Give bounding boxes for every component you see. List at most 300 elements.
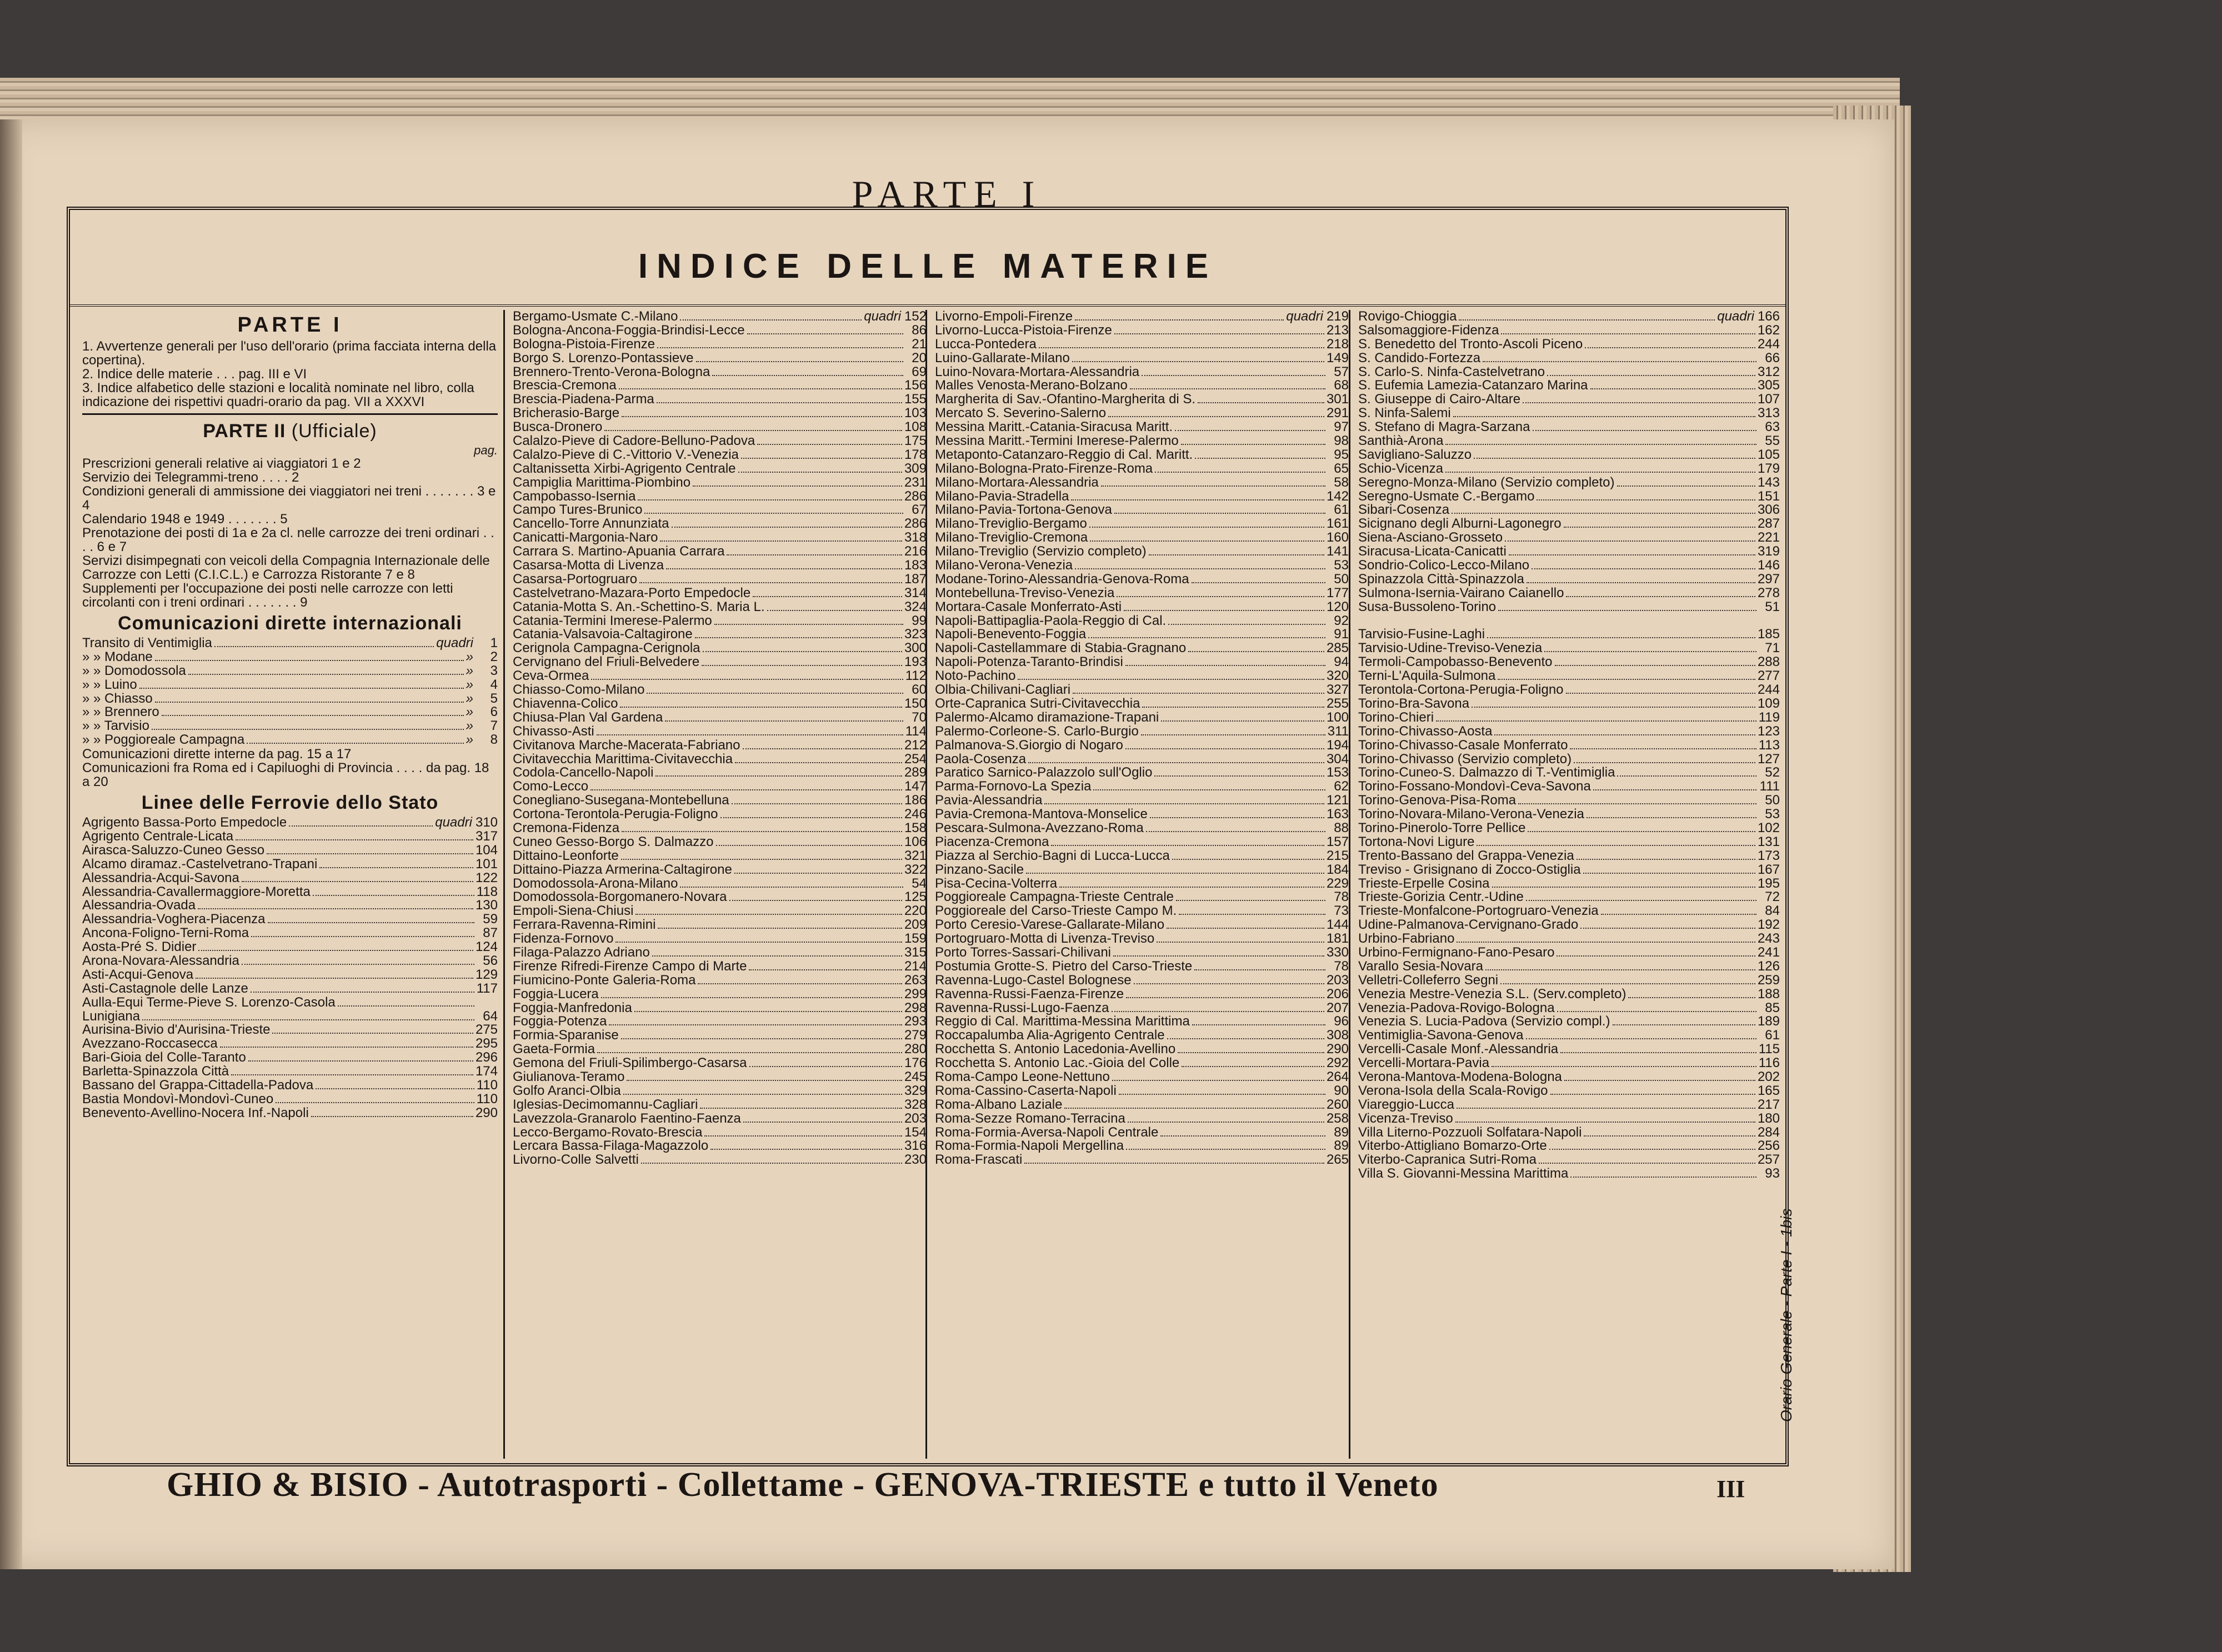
dot-leader — [741, 458, 902, 459]
dot-leader — [1155, 472, 1325, 473]
entry-name: Torino-Bra-Savona — [1358, 697, 1470, 711]
index-entry — [1358, 559, 1780, 573]
index-entry — [513, 434, 927, 448]
table-number: 154 — [904, 1125, 927, 1140]
index-entry — [935, 379, 1349, 393]
dot-leader — [1533, 430, 1756, 431]
index-entry — [1358, 393, 1780, 407]
table-number: 120 — [1326, 600, 1349, 614]
index-entry — [513, 531, 927, 545]
entry-name: Livorno-Lucca-Pistoia-Firenze — [935, 323, 1112, 338]
index-entry — [1358, 614, 1780, 628]
index-entry — [82, 733, 498, 747]
table-number: 317 — [475, 830, 498, 844]
table-number: 62 — [1334, 780, 1349, 794]
dot-leader — [1549, 1149, 1755, 1150]
dot-leader — [638, 499, 902, 500]
entry-name: Fidenza-Fornovo — [513, 932, 614, 946]
entry-name: Lunigiana — [82, 1009, 141, 1024]
entry-name: S. Giuseppe di Cairo-Altare — [1358, 393, 1521, 407]
dot-leader — [1071, 499, 1324, 500]
entry-name: Domodossola-Arona-Milano — [513, 877, 678, 891]
table-number: 300 — [904, 642, 927, 656]
index-entry — [513, 310, 927, 324]
index-entry — [82, 678, 498, 692]
table-number: 71 — [1765, 642, 1780, 656]
index-entry — [1358, 352, 1780, 366]
table-number: 50 — [1765, 794, 1780, 808]
table-number: 109 — [1757, 697, 1780, 711]
index-entry — [513, 600, 927, 614]
dot-leader — [700, 1108, 902, 1109]
dot-leader — [1472, 707, 1755, 708]
table-number: 306 — [1757, 503, 1780, 518]
dot-leader — [734, 873, 902, 874]
table-number: 167 — [1757, 863, 1780, 877]
index-entry — [1358, 835, 1780, 849]
entry-name: Modane-Torino-Alessandria-Genova-Roma — [935, 572, 1189, 587]
table-number: 58 — [1334, 475, 1349, 490]
table-number: 288 — [1757, 655, 1780, 670]
entry-name: Ravenna-Russi-Faenza-Firenze — [935, 987, 1124, 1002]
index-entry — [82, 650, 498, 664]
entry-name: Bassano del Grappa-Cittadella-Padova — [82, 1079, 314, 1093]
table-number: 217 — [1757, 1098, 1780, 1112]
dot-leader — [652, 955, 902, 957]
dot-leader — [1142, 375, 1325, 376]
dot-leader — [729, 900, 902, 901]
dot-leader — [621, 1038, 902, 1039]
table-number: 174 — [475, 1065, 498, 1079]
index-entry — [935, 366, 1349, 379]
table-number: 319 — [1757, 545, 1780, 559]
dot-leader — [1064, 1108, 1324, 1109]
index-entry — [935, 1002, 1349, 1015]
index-entry — [513, 974, 927, 988]
table-number: 163 — [1326, 808, 1349, 822]
entry-name: Bergamo-Usmate C.-Milano — [513, 310, 678, 324]
entry-name: Salsomaggiore-Fidenza — [1358, 323, 1499, 338]
entry-name: Castelvetrano-Mazara-Porto Empedocle — [513, 586, 751, 600]
index-entry — [513, 642, 927, 655]
entry-name: Roma-Campo Leone-Nettuno — [935, 1070, 1110, 1084]
entry-name: Gaeta-Formia — [513, 1043, 595, 1057]
table-number: 96 — [1334, 1015, 1349, 1029]
table-number: 131 — [1757, 835, 1780, 849]
dot-leader — [627, 1080, 902, 1081]
entry-name: Alessandria-Acqui-Savona — [82, 871, 239, 885]
dot-leader — [311, 1116, 473, 1117]
dot-leader — [1584, 1135, 1755, 1137]
index-entry — [82, 954, 498, 968]
index-title: INDICE DELLE MATERIE — [638, 247, 1218, 286]
index-entry — [935, 904, 1349, 918]
dot-leader — [1557, 1011, 1756, 1012]
table-number: 91 — [1334, 628, 1349, 642]
dot-leader — [242, 964, 474, 965]
table-number: 89 — [1334, 1139, 1349, 1154]
dot-leader — [590, 789, 902, 790]
table-number: 53 — [1334, 559, 1349, 573]
entry-name: Susa-Bussoleno-Torino — [1358, 600, 1497, 614]
entry-name: Sicignano degli Alburni-Lagonegro — [1358, 517, 1562, 532]
dot-leader — [1494, 734, 1755, 735]
title-rule — [70, 304, 1785, 307]
dot-leader — [1073, 693, 1324, 694]
table-number: 180 — [1757, 1112, 1780, 1126]
dot-leader — [1075, 319, 1284, 321]
index-entry — [935, 960, 1349, 974]
entry-name: Trieste-Erpelle Cosina — [1358, 877, 1490, 891]
index-entry — [513, 780, 927, 794]
table-number: 287 — [1757, 517, 1780, 532]
dot-leader — [702, 665, 902, 666]
dot-leader — [247, 743, 463, 744]
entry-name: Torino-Chivasso-Aosta — [1358, 724, 1493, 739]
entry-name: Lavezzola-Granarolo Faentino-Faenza — [513, 1112, 741, 1126]
index-entry — [1358, 462, 1780, 476]
index-entry — [513, 863, 927, 877]
entry-name: Parma-Fornovo-La Spezia — [935, 780, 1092, 794]
dot-leader — [1142, 707, 1324, 708]
index-entry — [1358, 960, 1780, 974]
dot-leader — [1601, 914, 1756, 915]
index-entry — [513, 573, 927, 587]
entry-name: Mortara-Casale Monferrato-Asti — [935, 600, 1122, 614]
table-number: 202 — [1757, 1070, 1780, 1084]
table-number: 259 — [1757, 973, 1780, 988]
dot-leader — [714, 624, 903, 625]
index-entry — [1358, 822, 1780, 835]
dot-leader — [1150, 817, 1324, 818]
dot-leader — [267, 853, 473, 854]
entry-name: Tarvisio-Udine-Treviso-Venezia — [1358, 642, 1543, 656]
index-entry — [1358, 974, 1780, 988]
dot-leader — [591, 679, 903, 680]
dot-leader — [1500, 983, 1755, 984]
index-entry — [513, 835, 927, 849]
index-entry — [1358, 1139, 1780, 1153]
index-entry — [82, 982, 498, 996]
table-number: 129 — [475, 968, 498, 982]
table-number: 117 — [476, 982, 498, 996]
table-number: 277 — [1757, 669, 1780, 684]
entry-name: Roma-Formia-Aversa-Napoli Centrale — [935, 1125, 1159, 1140]
entry-name: Ancona-Foligno-Terni-Roma — [82, 927, 249, 941]
dot-leader — [1566, 596, 1755, 597]
entry-name: Trieste-Monfalcone-Portogruaro-Venezia — [1358, 904, 1599, 919]
dot-leader — [1526, 1038, 1756, 1039]
table-number: 158 — [904, 821, 927, 835]
index-entry — [935, 407, 1349, 420]
table-number: 327 — [1326, 683, 1349, 697]
table-number: 1 — [490, 637, 498, 650]
dot-leader — [188, 674, 464, 675]
table-number: 20 — [912, 351, 927, 366]
entry-name: Roma-Sezze Romano-Terracina — [935, 1112, 1125, 1126]
entry-name: Calalzo-Pieve di Cadore-Belluno-Padova — [513, 434, 755, 448]
dot-leader — [1583, 873, 1755, 874]
index-entry — [513, 739, 927, 753]
index-entry — [935, 822, 1349, 835]
dot-leader — [1072, 361, 1324, 362]
table-number: 187 — [904, 572, 927, 587]
dot-leader — [1112, 1011, 1324, 1012]
index-paragraph: Comunicazioni dirette interne da pag. 15 a 17 — [82, 747, 352, 762]
dot-leader — [236, 839, 473, 840]
table-number: 284 — [1757, 1125, 1780, 1140]
dot-leader — [1477, 845, 1755, 846]
dot-leader — [1130, 388, 1325, 389]
table-number: 321 — [904, 849, 927, 863]
entry-name: Varallo Sesia-Novara — [1358, 959, 1483, 974]
dot-leader — [1498, 679, 1755, 680]
footer-advertisement: GHIO & BISIO - Autotrasporti - Collettame - GENOVA-TRIESTE e tutto il Veneto — [167, 1466, 1439, 1504]
index-entry — [513, 379, 927, 393]
index-entry — [1358, 338, 1780, 352]
table-number: 88 — [1334, 821, 1349, 835]
entry-name: Sibari-Cosenza — [1358, 503, 1450, 518]
index-entry — [1358, 642, 1780, 655]
table-number: 100 — [1326, 710, 1349, 725]
index-entry — [1358, 918, 1780, 932]
table-number: 68 — [1334, 379, 1349, 393]
table-number: 329 — [904, 1084, 927, 1098]
index-entry — [935, 1043, 1349, 1057]
column-2 — [503, 310, 927, 1459]
index-frame — [67, 207, 1789, 1466]
dot-leader — [1547, 375, 1755, 376]
index-entry — [513, 628, 927, 642]
dot-leader — [658, 928, 902, 929]
table-number: 73 — [1334, 904, 1349, 919]
entry-name: Catania-Motta S. An.-Schettino-S. Maria L. — [513, 600, 765, 614]
table-number: 98 — [1334, 434, 1349, 448]
entry-name: Torino-Cuneo-S. Dalmazzo di T.-Ventimiglia — [1358, 766, 1615, 780]
index-entry — [513, 1153, 927, 1167]
spine-shadow — [0, 119, 22, 1569]
dot-leader — [1188, 651, 1324, 652]
entry-name: Foggia-Manfredonia — [513, 1001, 632, 1015]
entry-name: Tarvisio-Fusine-Laghi — [1358, 628, 1485, 642]
entry-name: Alessandria-Voghera-Piacenza — [82, 913, 266, 927]
table-number: 207 — [1326, 1001, 1349, 1015]
index-entry — [82, 705, 498, 719]
dot-leader — [1505, 540, 1755, 542]
entry-name: Piazza al Serchio-Bagni di Lucca-Lucca — [935, 849, 1170, 863]
entry-name: Firenze Rifredi-Firenze Campo di Marte — [513, 959, 747, 974]
dot-leader — [231, 1074, 473, 1075]
dot-leader — [749, 969, 902, 970]
dot-leader — [1617, 775, 1756, 777]
table-number: 193 — [904, 655, 927, 670]
entry-name: Brescia-Piadena-Parma — [513, 393, 654, 407]
dot-leader — [268, 922, 474, 923]
index-entry — [935, 476, 1349, 490]
dot-leader — [1168, 624, 1325, 625]
table-number: 97 — [1334, 420, 1349, 435]
dot-leader — [1570, 748, 1756, 749]
comunicazioni-heading: Comunicazioni dirette internazionali — [118, 613, 462, 634]
index-entry — [82, 1093, 498, 1107]
table-number: 63 — [1765, 420, 1780, 435]
dot-leader — [1075, 568, 1325, 569]
entry-name: Luino-Novara-Mortara-Alessandria — [935, 365, 1140, 379]
table-number: 257 — [1757, 1153, 1780, 1168]
index-entry — [513, 448, 927, 462]
table-number: 221 — [1757, 531, 1780, 545]
index-entry — [513, 1126, 927, 1140]
table-number: 156 — [904, 379, 927, 393]
table-number: 105 — [1757, 448, 1780, 462]
dot-leader — [1051, 845, 1324, 846]
dot-leader — [609, 1024, 902, 1025]
table-number: 142 — [1326, 489, 1349, 504]
index-entry — [513, 393, 927, 407]
dot-leader — [1457, 942, 1755, 943]
table-number: 297 — [1757, 572, 1780, 587]
entry-name: » » Domodossola — [82, 664, 186, 678]
dot-leader — [1528, 831, 1755, 832]
dot-leader — [272, 1033, 473, 1034]
index-entry — [513, 960, 927, 974]
dot-leader — [1537, 499, 1755, 500]
entry-name: Palermo-Alcamo diramazione-Trapani — [935, 710, 1159, 725]
table-number: 150 — [904, 697, 927, 711]
table-number: 93 — [1765, 1167, 1780, 1182]
table-number: 231 — [904, 475, 927, 490]
entry-name: Cervignano del Friuli-Belvedere — [513, 655, 700, 670]
index-entry — [82, 1065, 498, 1079]
table-number: 66 — [1765, 351, 1780, 366]
dot-leader — [647, 693, 903, 694]
dot-leader — [666, 568, 902, 569]
dot-leader — [655, 775, 902, 777]
index-entry — [1358, 503, 1780, 517]
index-entry — [935, 352, 1349, 366]
index-entry — [82, 1051, 498, 1065]
dot-leader — [316, 1088, 474, 1089]
index-entry — [513, 338, 927, 352]
dot-leader — [1617, 485, 1755, 487]
index-entry — [935, 753, 1349, 767]
dot-leader — [1160, 1135, 1325, 1137]
index-entry — [1358, 988, 1780, 1002]
entry-name: Torino-Genova-Pisa-Roma — [1358, 794, 1517, 808]
index-entry — [1358, 324, 1780, 338]
entry-name: Milano-Verona-Venezia — [935, 559, 1073, 573]
index-entry — [513, 407, 927, 420]
index-entry — [513, 822, 927, 835]
dot-leader — [1124, 610, 1324, 611]
table-number: 55 — [1765, 434, 1780, 448]
entry-name: Vercelli-Mortara-Pavia — [1358, 1057, 1490, 1070]
entry-name: Cerignola Campagna-Cerignola — [513, 642, 700, 656]
dot-leader — [639, 582, 902, 583]
entry-name: Villa S. Giovanni-Messina Marittima — [1358, 1167, 1569, 1182]
dot-leader — [251, 992, 474, 993]
table-number: 189 — [1757, 1015, 1780, 1029]
index-entry — [935, 338, 1349, 352]
entry-name: Bari-Gioia del Colle-Taranto — [82, 1051, 246, 1065]
index-entry — [935, 517, 1349, 531]
dot-leader — [1523, 402, 1755, 403]
table-number: 6 — [490, 705, 498, 720]
index-entry — [935, 780, 1349, 794]
dot-leader — [1501, 333, 1755, 334]
entry-name: Agrigento Centrale-Licata — [82, 830, 234, 844]
table-number: 108 — [904, 420, 927, 435]
index-entry — [82, 1023, 498, 1037]
entry-name: Messina Maritt.-Catania-Siracusa Maritt. — [935, 420, 1173, 435]
table-number: 127 — [1757, 752, 1780, 767]
dot-leader — [1457, 1108, 1755, 1109]
table-number: 126 — [1757, 959, 1780, 974]
entry-name: Viareggio-Lucca — [1358, 1098, 1455, 1112]
entry-name: Terontola-Cortona-Perugia-Foligno — [1358, 683, 1564, 697]
index-entry — [513, 711, 927, 725]
index-entry — [1358, 1098, 1780, 1112]
dot-leader — [1126, 997, 1324, 998]
entry-name: Olbia-Chilivani-Cagliari — [935, 683, 1071, 697]
dot-leader — [597, 1052, 902, 1053]
entry-name: Vercelli-Casale Monf.-Alessandria — [1358, 1043, 1559, 1057]
dot-leader — [623, 1094, 902, 1095]
dot-leader — [1544, 651, 1756, 652]
table-number: 309 — [904, 462, 927, 476]
entry-name: Terni-L'Aquila-Sulmona — [1358, 669, 1496, 684]
table-number: 54 — [912, 877, 927, 891]
index-entry — [1358, 517, 1780, 531]
divider — [82, 413, 498, 415]
dot-leader — [1149, 554, 1324, 555]
entry-name: Malles Venosta-Merano-Bolzano — [935, 379, 1128, 393]
entry-name: Milano-Treviglio-Bergamo — [935, 517, 1087, 532]
entry-name: Porto Ceresio-Varese-Gallarate-Milano — [935, 918, 1165, 933]
dot-leader — [1026, 873, 1324, 874]
index-entry — [513, 683, 927, 697]
dot-leader — [1492, 1066, 1756, 1067]
table-number: 244 — [1757, 683, 1780, 697]
entry-name: S. Stefano di Magra-Sarzana — [1358, 420, 1530, 435]
entry-name: Vicenza-Treviso — [1358, 1112, 1453, 1126]
table-number: 161 — [1326, 517, 1349, 532]
dot-leader — [1474, 458, 1755, 459]
dot-leader — [1487, 637, 1755, 638]
entry-name: S. Eufemia Lamezia-Catanzaro Marina — [1358, 379, 1588, 393]
entry-name: Villa Literno-Pozzuoli Solfatara-Napoli — [1358, 1125, 1582, 1140]
table-number: 72 — [1765, 890, 1780, 905]
dot-leader — [1028, 762, 1324, 763]
table-number: 86 — [912, 323, 927, 338]
entry-name: Savigliano-Saluzzo — [1358, 448, 1472, 462]
table-number: 78 — [1334, 890, 1349, 905]
entry-name: Cancello-Torre Annunziata — [513, 517, 669, 532]
dot-leader — [1557, 955, 1755, 957]
index-entry — [935, 711, 1349, 725]
entry-name: Chiasso-Como-Milano — [513, 683, 645, 697]
entry-name: » » Tarvisio — [82, 719, 149, 734]
entry-name: Campo Tures-Brunico — [513, 503, 643, 518]
table-number: 186 — [904, 794, 927, 808]
index-entry — [513, 420, 927, 434]
entry-name: Verona-Mantova-Modena-Bologna — [1358, 1070, 1562, 1084]
index-entry — [1358, 1070, 1780, 1084]
dot-leader — [1527, 582, 1755, 583]
table-number: 278 — [1757, 586, 1780, 600]
index-entry — [1358, 448, 1780, 462]
table-number: 90 — [1334, 1084, 1349, 1098]
